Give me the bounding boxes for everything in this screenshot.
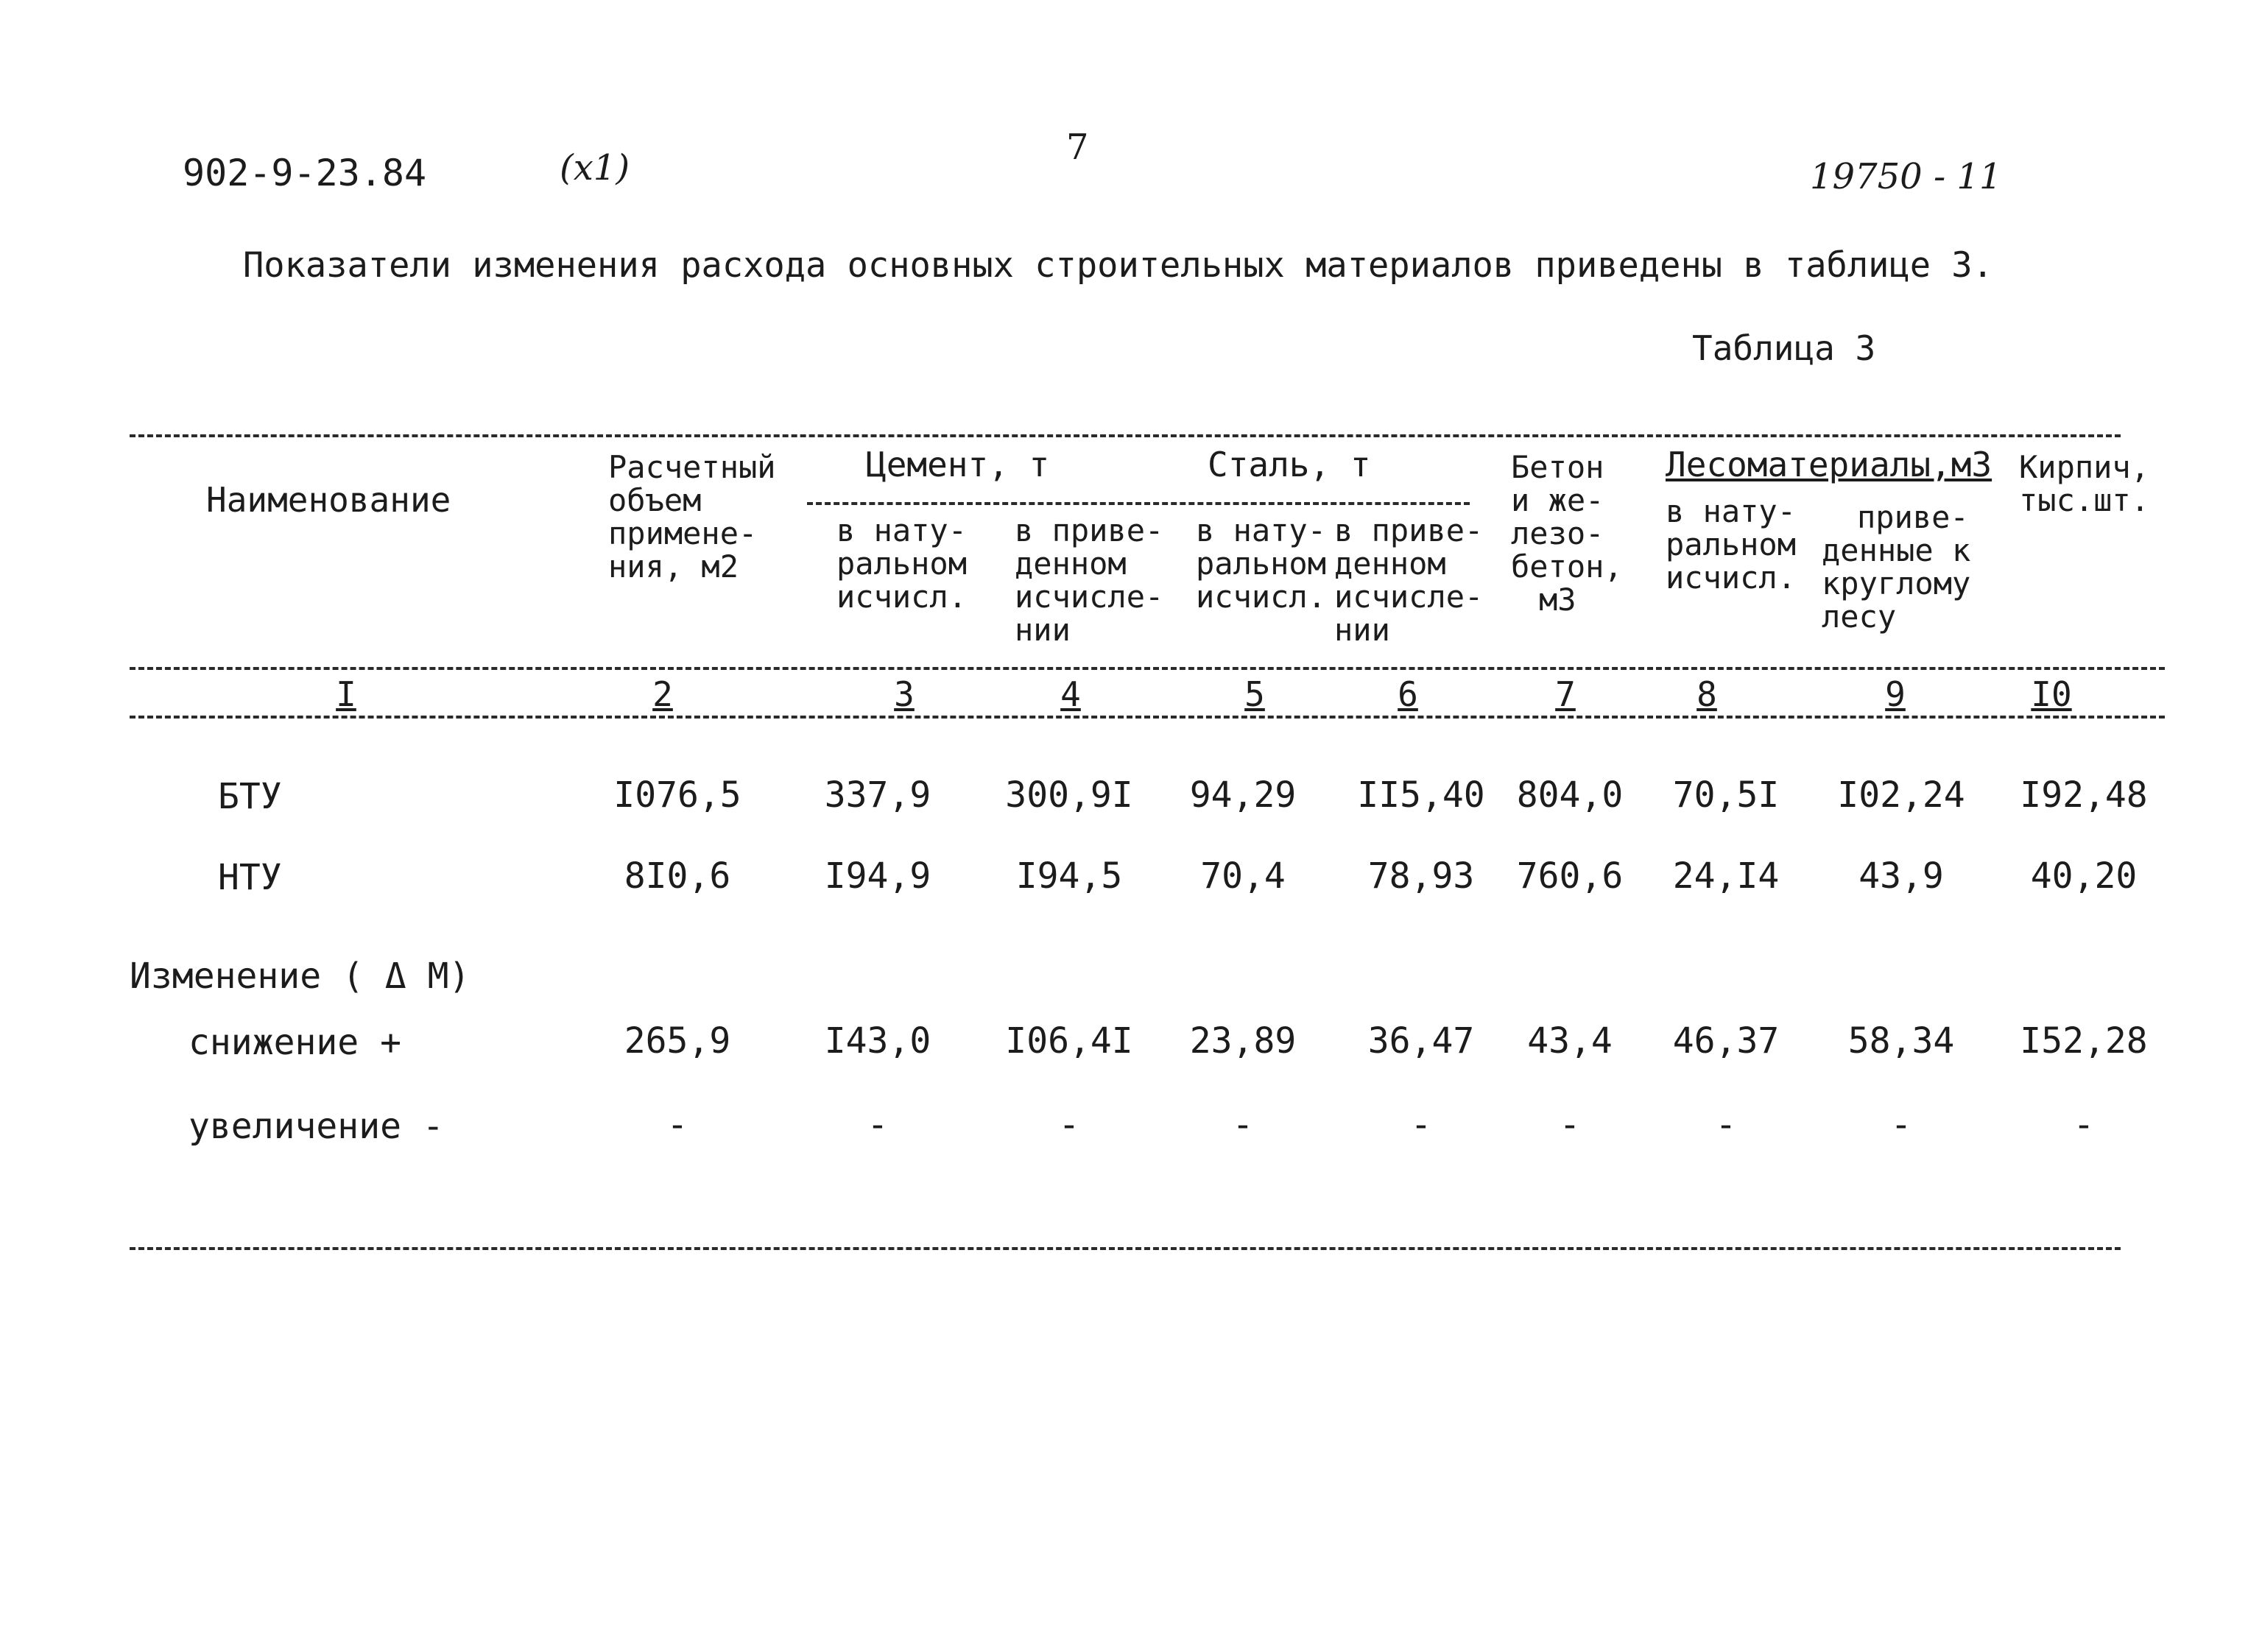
table-cell: 58,34 bbox=[1847, 1020, 1955, 1062]
table-cell: - bbox=[2073, 1104, 2095, 1146]
table-cell: I076,5 bbox=[613, 774, 741, 816]
header-timber: Лесоматериалы,м3 bbox=[1666, 445, 1993, 484]
change-label: Изменение ( Δ М) bbox=[130, 956, 471, 997]
table-cell: - bbox=[1058, 1104, 1080, 1146]
table-cell: 43,9 bbox=[1858, 855, 1944, 897]
table-cell: - bbox=[1715, 1104, 1737, 1146]
header-brick: Кирпич, тыс.шт. bbox=[2019, 449, 2150, 518]
column-number: 2 bbox=[652, 674, 673, 714]
table-cell: 8I0,6 bbox=[624, 855, 731, 897]
table-cell: 760,6 bbox=[1516, 855, 1624, 897]
header-steel-reduced: в приве- денном исчисле- нии bbox=[1334, 512, 1484, 648]
table-cell: 43,4 bbox=[1527, 1020, 1613, 1062]
table-cell: I02,24 bbox=[1837, 774, 1965, 816]
header-cement: Цемент, т bbox=[866, 445, 1050, 484]
row-name-btu: БТУ bbox=[218, 776, 282, 817]
table-cell: 300,9I bbox=[1005, 774, 1133, 816]
header-bottom-rule bbox=[130, 667, 2165, 670]
column-number: 4 bbox=[1060, 674, 1081, 714]
table-cell: 40,20 bbox=[2030, 855, 2138, 897]
row-name-ntu: НТУ bbox=[218, 857, 282, 898]
table-cell: 36,47 bbox=[1367, 1020, 1475, 1062]
row-name-increase: увеличение - bbox=[188, 1106, 444, 1147]
table-cell: I06,4I bbox=[1005, 1020, 1133, 1062]
document-code: 902-9-23.84 bbox=[183, 152, 427, 194]
subheader-rule bbox=[807, 502, 1470, 505]
table-cell: I94,9 bbox=[824, 855, 931, 897]
table-cell: 24,I4 bbox=[1672, 855, 1780, 897]
intro-paragraph: Показатели изменения расхода основных строительных материалов приведены в таблице 3. bbox=[243, 245, 1993, 286]
column-number: 7 bbox=[1555, 674, 1576, 714]
column-number: 5 bbox=[1244, 674, 1265, 714]
table-cell: 70,4 bbox=[1200, 855, 1286, 897]
header-steel: Сталь, т bbox=[1208, 445, 1371, 484]
table-cell: 94,29 bbox=[1189, 774, 1297, 816]
table-cell: - bbox=[1232, 1104, 1254, 1146]
handwritten-mark: (x1) bbox=[560, 147, 630, 188]
table-cell: I43,0 bbox=[824, 1020, 931, 1062]
table-title: Таблица 3 bbox=[1692, 328, 1876, 368]
header-name: Наименование bbox=[206, 480, 451, 520]
table-cell: 23,89 bbox=[1189, 1020, 1297, 1062]
table-cell: II5,40 bbox=[1357, 774, 1485, 816]
column-number: 6 bbox=[1398, 674, 1418, 714]
column-number: 8 bbox=[1696, 674, 1717, 714]
header-concrete: Бетон и же- лезо- бетон, м3 bbox=[1511, 449, 1623, 618]
column-number: I0 bbox=[2031, 674, 2072, 714]
table-cell: - bbox=[1559, 1104, 1581, 1146]
table-cell: 804,0 bbox=[1516, 774, 1624, 816]
table-cell: - bbox=[666, 1104, 688, 1146]
table-cell: I92,48 bbox=[2020, 774, 2148, 816]
table-cell: 78,93 bbox=[1367, 855, 1475, 897]
row-name-decrease: снижение + bbox=[188, 1022, 401, 1063]
table-cell: I52,28 bbox=[2020, 1020, 2148, 1062]
table-cell: 46,37 bbox=[1672, 1020, 1780, 1062]
header-steel-natural: в нату- ральном исчисл. bbox=[1196, 512, 1327, 615]
column-number: 3 bbox=[894, 674, 915, 714]
header-cement-reduced: в приве- денном исчисле- нии bbox=[1015, 512, 1164, 648]
table-cell: I94,5 bbox=[1015, 855, 1123, 897]
table-cell: - bbox=[1890, 1104, 1912, 1146]
column-number: I bbox=[336, 674, 356, 714]
table-cell: 265,9 bbox=[624, 1020, 731, 1062]
table-top-rule bbox=[130, 434, 2121, 437]
table-cell: 70,5I bbox=[1672, 774, 1780, 816]
table-cell: 337,9 bbox=[824, 774, 931, 816]
header-timber-natural: в нату- ральном исчисл. bbox=[1666, 493, 1797, 596]
column-numbers-rule bbox=[130, 716, 2165, 719]
table-cell: - bbox=[1410, 1104, 1432, 1146]
inventory-number: 19750 - 11 bbox=[1810, 156, 2002, 197]
page-number: 7 bbox=[1066, 127, 1089, 168]
column-number: 9 bbox=[1885, 674, 1906, 714]
header-cement-natural: в нату- ральном исчисл. bbox=[836, 512, 968, 615]
header-timber-reduced: приве- денные к круглому лесу bbox=[1822, 499, 1971, 635]
header-volume: Расчетный объем примене- ния, м2 bbox=[608, 449, 776, 585]
table-cell: - bbox=[867, 1104, 889, 1146]
table-bottom-rule bbox=[130, 1247, 2121, 1250]
